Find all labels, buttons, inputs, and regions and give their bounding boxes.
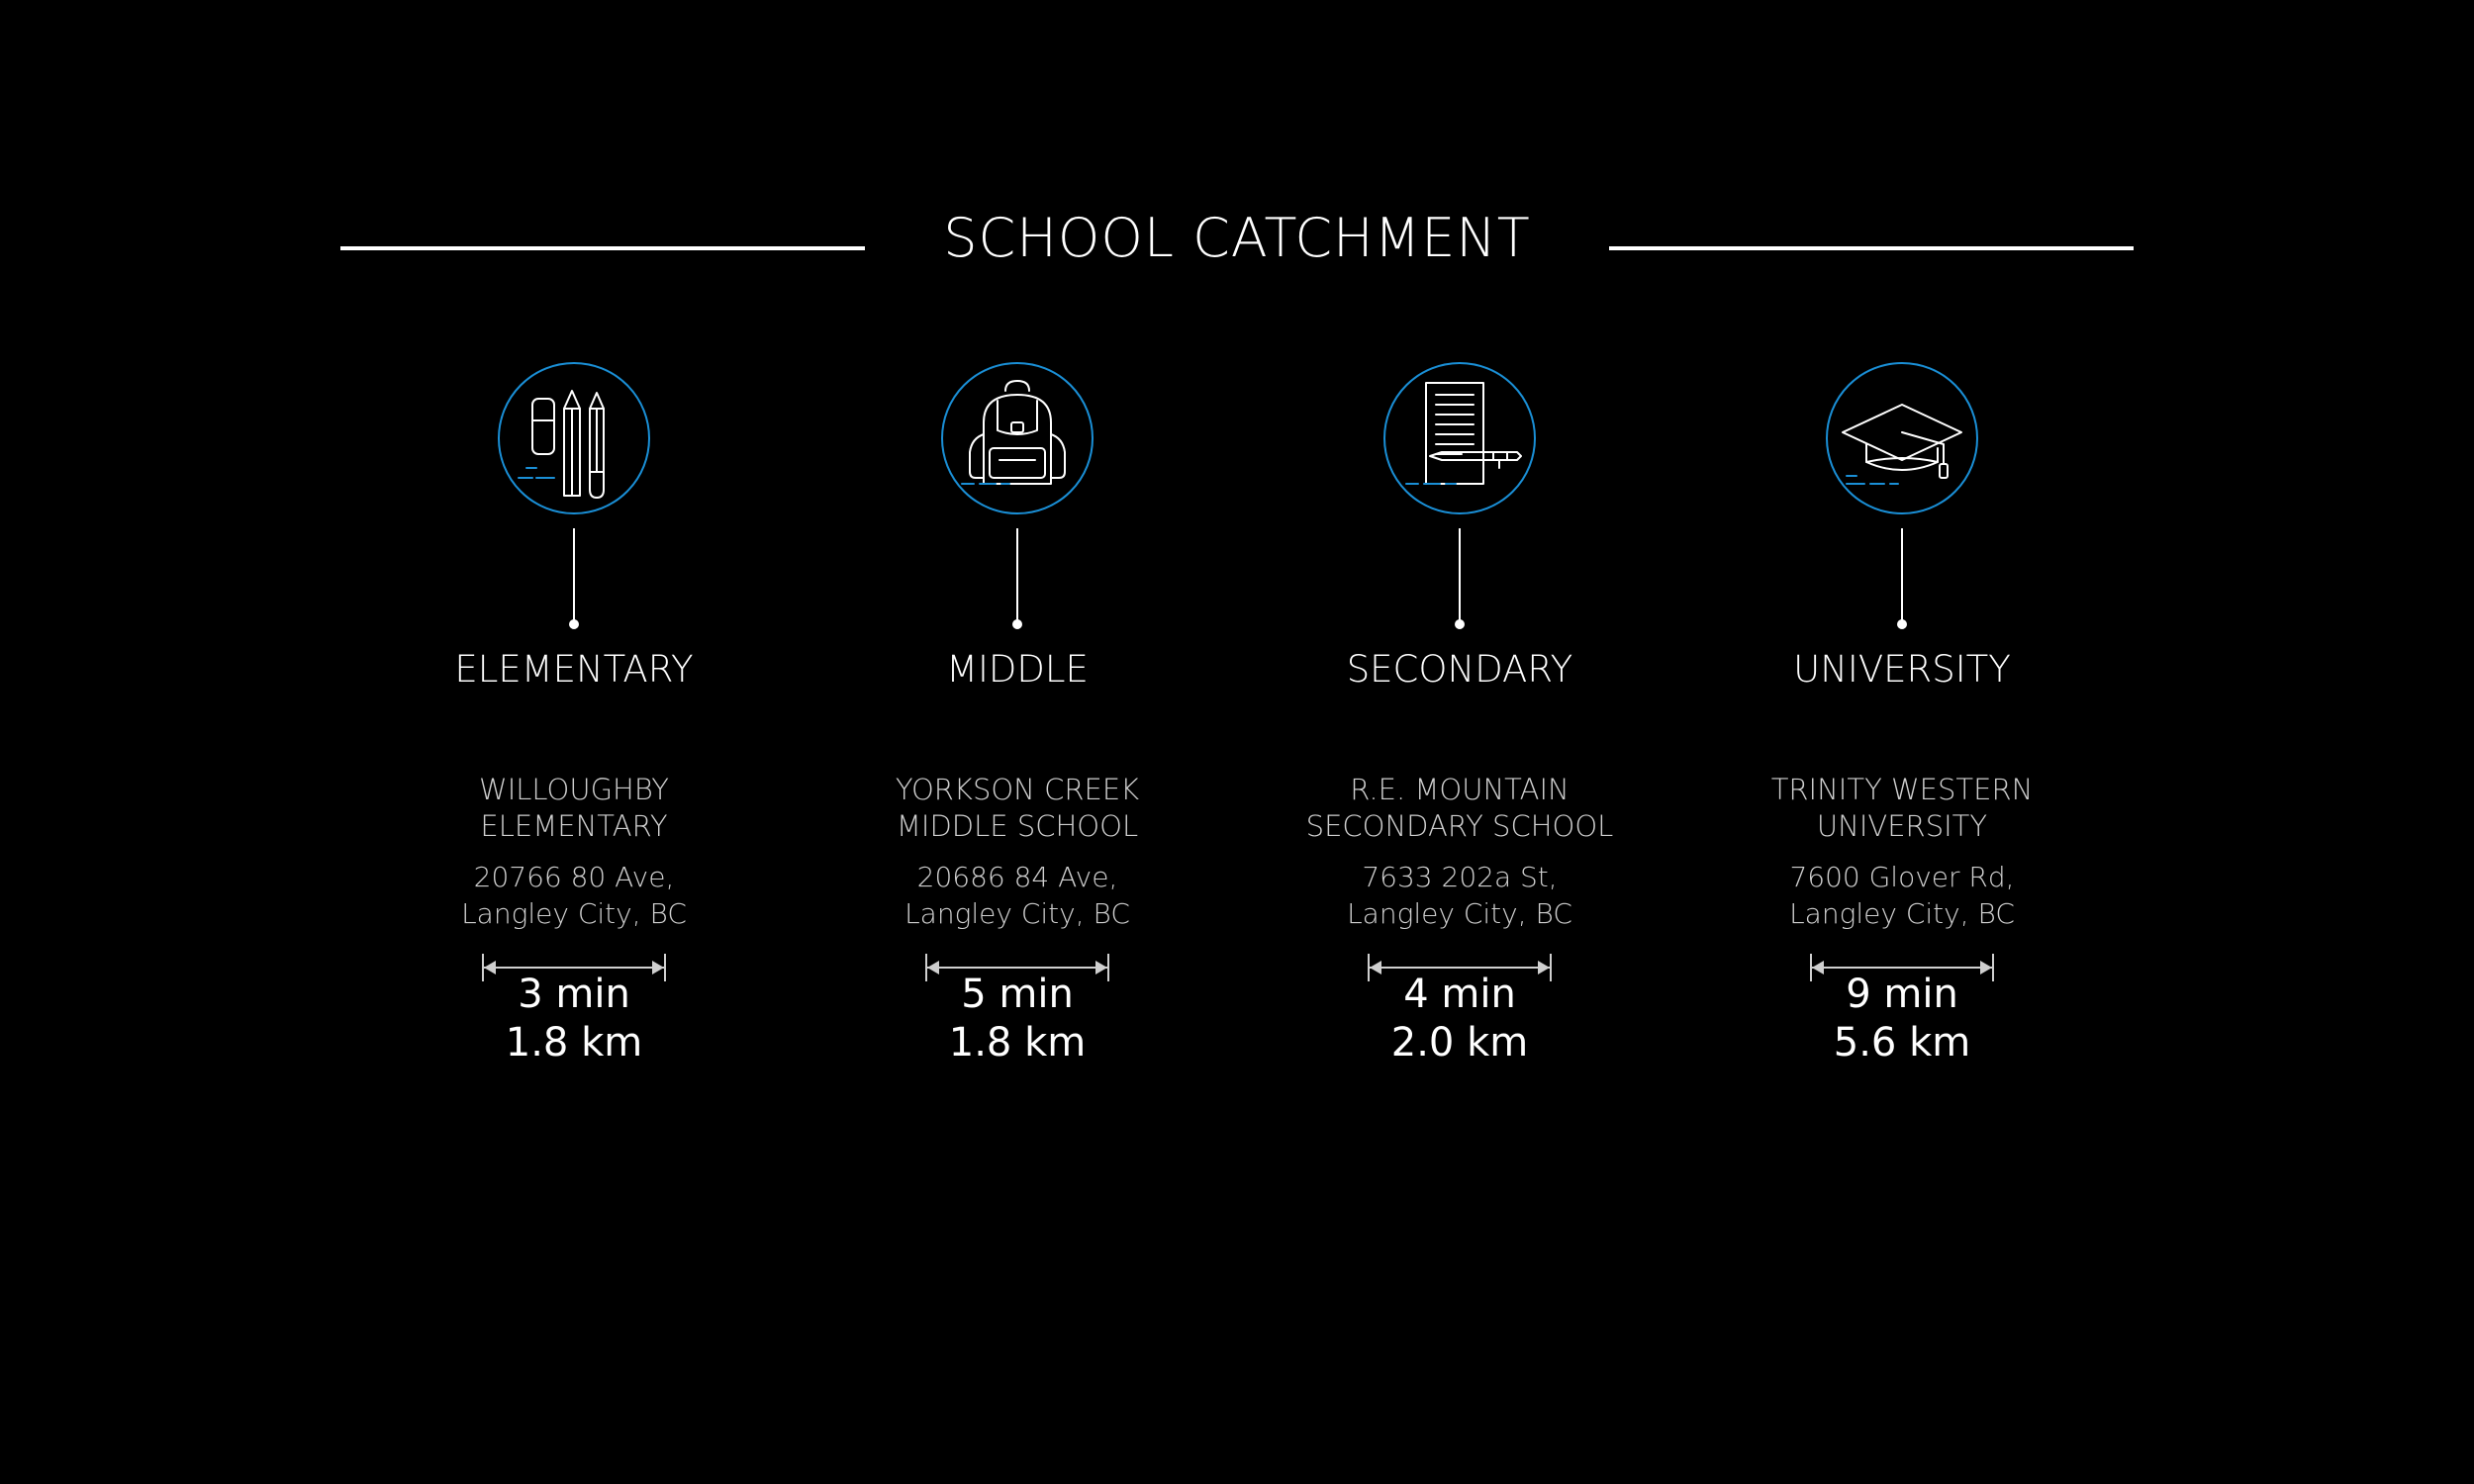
pencils-eraser-icon — [497, 361, 651, 515]
backpack-icon — [940, 361, 1094, 515]
address-line2: Langley City, BC — [461, 897, 687, 930]
connector-dot — [1455, 619, 1465, 629]
travel-time: 4 min — [1403, 972, 1516, 1017]
connector-line — [1459, 528, 1461, 623]
school-address — [406, 859, 742, 932]
school-name-line1: TRINITY WESTERN — [1770, 773, 2034, 806]
school-card-middle — [849, 358, 1186, 1090]
connector-dot — [569, 619, 579, 629]
travel-distance: 2.0 km — [1390, 1020, 1529, 1066]
school-address — [1734, 859, 2070, 932]
connector-dot — [1897, 619, 1907, 629]
school-name — [1291, 772, 1628, 845]
address-line2: Langley City, BC — [904, 897, 1130, 930]
school-card-university — [1734, 358, 2070, 1090]
school-name — [849, 772, 1186, 845]
document-pen-icon — [1382, 361, 1537, 515]
school-name-line2: SECONDARY SCHOOL — [1305, 809, 1614, 843]
school-card-secondary — [1291, 358, 1628, 1090]
school-level-label: MIDDLE — [946, 648, 1089, 691]
travel-time: 9 min — [1846, 972, 1958, 1017]
header-divider-left — [340, 246, 865, 250]
school-name-line1: WILLOUGHBY — [479, 773, 669, 806]
graduation-cap-icon — [1825, 361, 1979, 515]
school-name — [1734, 772, 2070, 845]
address-line2: Langley City, BC — [1789, 897, 2015, 930]
page-title: SCHOOL CATCHMENT — [943, 207, 1531, 269]
school-address — [1291, 859, 1628, 932]
address-line2: Langley City, BC — [1347, 897, 1572, 930]
school-level-label: ELEMENTARY — [454, 648, 694, 691]
travel-distance: 1.8 km — [505, 1020, 643, 1066]
connector-line — [1016, 528, 1018, 623]
address-line1: 20686 84 Ave, — [916, 861, 1118, 893]
school-card-elementary — [406, 358, 742, 1090]
travel-distance: 5.6 km — [1833, 1020, 1971, 1066]
connector-dot — [1012, 619, 1022, 629]
page-header — [340, 198, 2134, 277]
school-name — [406, 772, 742, 845]
address-line1: 20766 80 Ave, — [473, 861, 675, 893]
school-name-line2: ELEMENTARY — [480, 809, 668, 843]
school-level-label: UNIVERSITY — [1793, 648, 2011, 691]
travel-time: 5 min — [961, 972, 1074, 1017]
address-line1: 7633 202a St, — [1362, 861, 1558, 893]
travel-time: 3 min — [518, 972, 630, 1017]
connector-line — [573, 528, 575, 623]
school-level-label: SECONDARY — [1346, 648, 1573, 691]
school-address — [849, 859, 1186, 932]
school-name-line2: MIDDLE SCHOOL — [896, 809, 1139, 843]
header-divider-right — [1609, 246, 2134, 250]
school-name-line1: YORKSON CREEK — [895, 773, 1140, 806]
school-name-line2: UNIVERSITY — [1816, 809, 1988, 843]
address-line1: 7600 Glover Rd, — [1789, 861, 2015, 893]
travel-distance: 1.8 km — [948, 1020, 1087, 1066]
connector-line — [1901, 528, 1903, 623]
school-name-line1: R.E. MOUNTAIN — [1350, 773, 1570, 806]
